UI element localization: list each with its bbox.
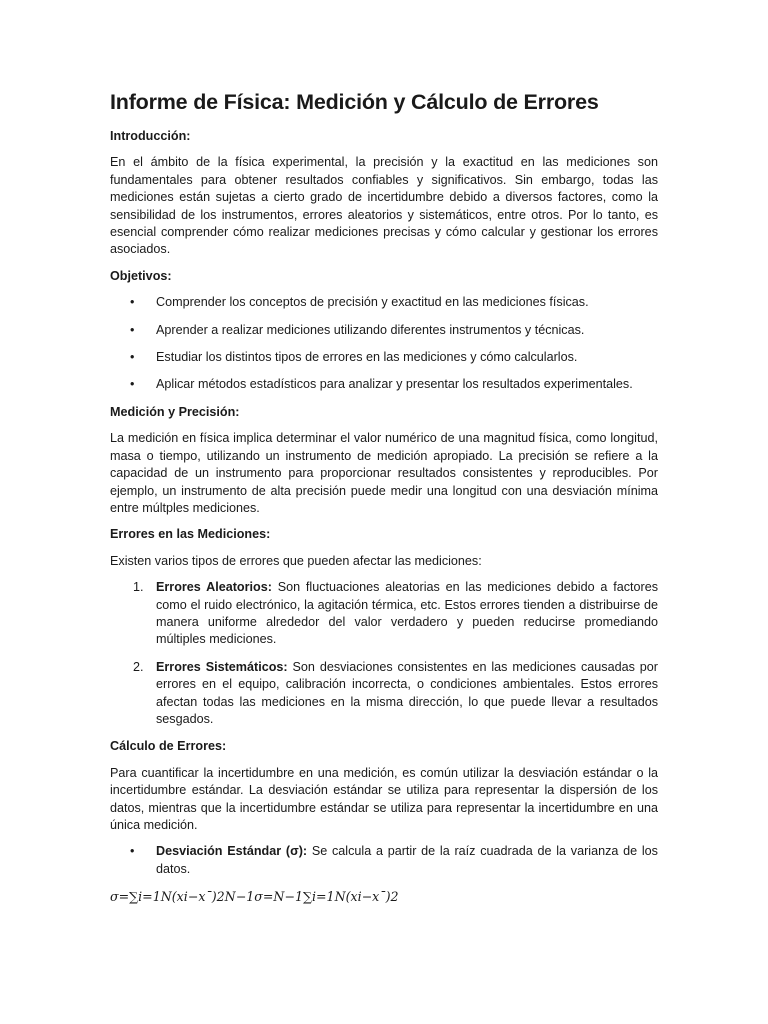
list-item	[110, 376, 658, 393]
error-types-list	[110, 579, 658, 728]
error-description: Son fluctuaciones aleatorias en las mediciones debido a factores como el ruido electrónico, la agitación térmica, etc. Estos errores tienden a distribuirse de manera uniforme alrededor del valor verdadero y pueden reducirse promediando múltiples mediciones.	[156, 580, 658, 647]
document-title: Informe de Física: Medición y Cálculo de Errores	[110, 90, 599, 114]
list-item	[110, 349, 658, 366]
calc-description: Se calcula a partir de la raíz cuadrada de la varianza de los datos.	[156, 844, 658, 876]
list-item	[110, 843, 658, 878]
objectives-heading: Objetivos:	[110, 268, 172, 283]
bullet-icon: •	[130, 350, 135, 365]
list-number: 1.	[133, 580, 144, 595]
objective-text: Estudiar los distintos tipos de errores en las mediciones y cómo calcularlos.	[156, 350, 578, 365]
objectives-list	[110, 294, 658, 394]
measurement-paragraph: La medición en física implica determinar el valor numérico de una magnitud física, como longitud, masa o tiempo, utilizando un instrumento de medición apropiado. La precisión se refiere a la capacidad de un instrumento para proporcionar resultados consistentes y reproducibles. Por ejemplo, un instrumento de alta precisión puede medir una longitud con una desviación mínima entre múltples mediciones.	[110, 431, 658, 515]
calc-term: Desviación Estándar (σ):	[156, 844, 308, 859]
calc-heading: Cálculo de Errores:	[110, 739, 227, 754]
bullet-icon: •	[130, 844, 135, 859]
measurement-heading: Medición y Precisión:	[110, 404, 240, 419]
error-description: Son desviaciones consistentes en las mediciones causadas por errores en el equipo, calibración incorrecta, o condiciones ambientales. Estos errores afectan todas las mediciones en la misma dirección, lo que puede llevar a resultados sesgados.	[156, 659, 658, 726]
errors-intro: Existen varios tipos de errores que pueden afectar las mediciones:	[110, 553, 482, 568]
bullet-icon: •	[130, 322, 135, 337]
calc-paragraph: Para cuantificar la incertidumbre en una medición, es común utilizar la desviación estándar o la incertidumbre estándar. La desviación estándar se utiliza para representar la dispersión de los datos, mientras que la incertidumbre estándar se utiliza para representar la incertidumbre en una única medición.	[110, 765, 658, 832]
objective-text: Comprender los conceptos de precisión y exactitud en las mediciones físicas.	[156, 295, 589, 310]
intro-paragraph: En el ámbito de la física experimental, la precisión y la exactitud en las mediciones son fundamentales para obtener resultados confiables y significativos. Sin embargo, todas las mediciones están sujetas a cierto grado de incertidumbre debido a diversos factores, como la sensibilidad de los instrumentos, errores aleatorios y sistemáticos, entre otros. Por lo tanto, es esencial comprender cómo realizar mediciones precisas y cómo calcular y gestionar los errores asociados.	[110, 155, 658, 257]
calc-list	[110, 843, 658, 878]
list-item	[110, 579, 658, 649]
objective-text: Aprender a realizar mediciones utilizando diferentes instrumentos y técnicas.	[156, 322, 585, 337]
list-item	[110, 322, 658, 339]
list-item	[110, 659, 658, 729]
errors-heading: Errores en las Mediciones:	[110, 527, 271, 542]
list-item	[110, 294, 658, 311]
bullet-icon: •	[130, 295, 135, 310]
objective-text: Aplicar métodos estadísticos para analizar y presentar los resultados experimentales.	[156, 377, 633, 392]
document-page	[110, 88, 658, 906]
std-dev-formula: σ=∑i=1N(xi−x¯)2N−1σ=N−1∑i=1N(xi−x¯)2	[110, 889, 399, 905]
list-number: 2.	[133, 659, 144, 674]
error-term: Errores Sistemáticos:	[156, 659, 288, 674]
intro-heading: Introducción:	[110, 129, 191, 143]
error-term: Errores Aleatorios:	[156, 580, 272, 595]
bullet-icon: •	[130, 377, 135, 392]
